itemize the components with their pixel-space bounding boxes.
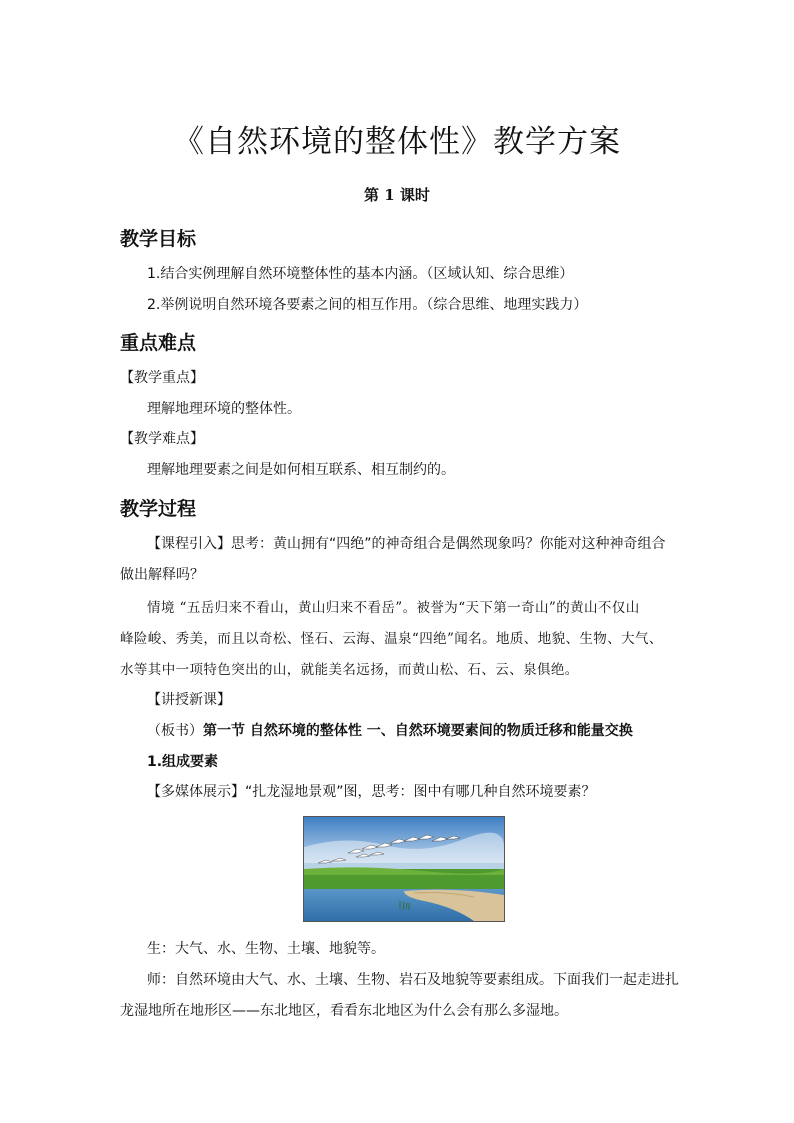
goal-item-1: 1.结合实例理解自然环境整体性的基本内涵。（区域认知、综合思维）: [147, 266, 574, 282]
board-line: [147, 720, 633, 740]
heading-key-points: 重点难点: [120, 332, 197, 354]
scenario-line-3: 水等其中一项特色突出的山，就能美名远扬，而黄山松、石、云、泉俱绝。: [120, 662, 579, 678]
focus-text: 理解地理环境的整体性。: [147, 401, 301, 417]
teacher-line-1: 师：自然环境由大气、水、土壤、生物、岩石及地貌等要素组成。下面我们一起走进扎: [147, 972, 679, 988]
teacher-line-2: 龙湿地所在地形区——东北地区，看看东北地区为什么会有那么多湿地。: [120, 1003, 568, 1019]
focus-label: 【教学重点】: [120, 370, 204, 386]
difficulty-label: 【教学难点】: [120, 431, 204, 447]
scenario-line-2: 峰险峻、秀美，而且以奇松、怪石、云海、温泉“四绝”闻名。地质、地貌、生物、大气、: [120, 631, 663, 647]
multimedia-line: 【多媒体展示】“扎龙湿地景观”图，思考：图中有哪几种自然环境要素？: [147, 784, 596, 800]
difficulty-text: 理解地理要素之间是如何相互联系、相互制约的。: [147, 462, 455, 478]
heading-teaching-goals: 教学目标: [120, 228, 197, 250]
new-lesson-label: 【讲授新课】: [147, 692, 231, 708]
board-prefix: （板书）: [147, 723, 203, 739]
goal-item-2: 2.举例说明自然环境各要素之间的相互作用。（综合思维、地理实践力）: [147, 297, 588, 313]
document-title: 《自然环境的整体性》教学方案: [173, 124, 621, 160]
sub-heading-components: 1.组成要素: [147, 754, 219, 770]
heading-teaching-process: 教学过程: [120, 498, 197, 520]
wetland-photo: [303, 816, 505, 922]
scenario-line-1: 情境 “五岳归来不看山，黄山归来不看岳”。被誉为“天下第一奇山”的黄山不仅山: [147, 600, 640, 616]
board-text: 第一节 自然环境的整体性 一、自然环境要素间的物质迁移和能量交换: [203, 723, 633, 739]
lesson-period: 第 1 课时: [364, 186, 430, 204]
intro-line-2: 做出解释吗？: [120, 567, 204, 583]
student-answer: 生：大气、水、生物、土壤、地貌等。: [147, 941, 385, 957]
intro-line-1: 【课程引入】思考：黄山拥有“四绝”的神奇组合是偶然现象吗？你能对这种神奇组合: [147, 536, 666, 552]
